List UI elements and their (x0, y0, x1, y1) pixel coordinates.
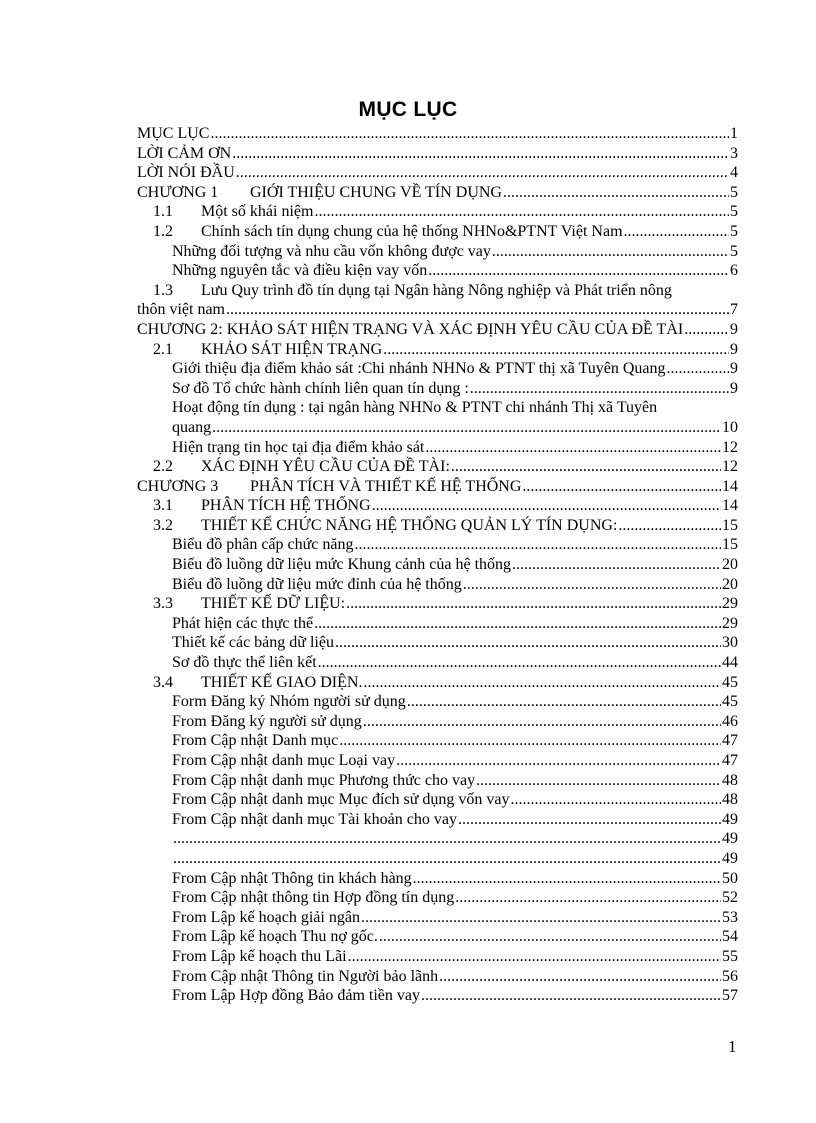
toc-subentry[interactable] (137, 947, 738, 967)
toc-entry-text: From Cập nhật danh mục Tài khoản cho vay (172, 810, 457, 828)
toc-chapter-number: CHƯƠNG 3 (137, 477, 219, 495)
toc-page-number: 6 (730, 262, 738, 280)
toc-entry-text: Chính sách tín dụng chung của hệ thống NHNo&PTNT Việt Nam (201, 222, 623, 240)
toc-page-number: 56 (722, 967, 738, 985)
toc-entry-text: PHÂN TÍCH HỆ THỐNG (201, 497, 371, 515)
dot-leader (314, 202, 729, 222)
toc-section-number: 2.1 (153, 340, 173, 358)
toc-section-number: 1.2 (153, 222, 173, 240)
toc-entry-continuation[interactable] (137, 418, 738, 438)
toc-subentry[interactable] (137, 438, 738, 458)
toc-page-number: 47 (722, 752, 738, 769)
toc-section-number: 3.1 (153, 497, 173, 515)
toc-entry-text: MỤC LỤC (137, 125, 210, 142)
dot-leader (383, 340, 729, 360)
toc-subentry[interactable] (137, 986, 738, 1006)
dot-leader (363, 673, 721, 693)
dot-leader (379, 927, 721, 947)
toc-section-entry[interactable] (137, 281, 738, 301)
toc-page-number: 29 (722, 595, 738, 613)
toc-subentry[interactable] (137, 927, 738, 947)
toc-entry-text: KHẢO SÁT HIỆN TRẠNG (201, 340, 383, 358)
toc-page-number: 3 (730, 144, 738, 162)
toc-section-entry[interactable] (137, 516, 738, 536)
page-number: 1 (728, 1037, 737, 1056)
dot-leader (314, 614, 721, 634)
dot-leader (511, 790, 721, 810)
toc-subentry[interactable] (137, 398, 738, 418)
toc-page-number: 15 (722, 536, 738, 554)
toc-subentry[interactable] (137, 379, 738, 399)
toc-entry-text: XÁC ĐỊNH YÊU CẦU CỦA ĐỀ TÀI: (201, 458, 450, 476)
toc-section-number: 2.2 (153, 458, 173, 476)
dot-leader (428, 261, 729, 281)
toc-subentry[interactable] (137, 869, 738, 889)
dot-leader (439, 967, 721, 987)
toc-subentry[interactable] (137, 261, 738, 281)
dot-leader (355, 535, 722, 555)
dot-leader (210, 124, 729, 144)
dot-leader (339, 731, 721, 751)
dot-leader (346, 594, 721, 614)
toc-entry-text: CHƯƠNG 2: KHẢO SÁT HIỆN TRẠNG VÀ XÁC ĐỊNH YÊU CẦU CỦA ĐỀ TÀI (137, 320, 684, 338)
toc-subentry[interactable] (137, 888, 738, 908)
toc-entry-text: Sơ đồ Tổ chức hành chính liên quan tín dụng : (172, 379, 469, 397)
dot-leader (463, 575, 721, 595)
toc-entry-text: From Lập kế hoạch giải ngân (172, 908, 360, 926)
toc-entry-text: From Cập nhật Thông tin Người bảo lãnh (172, 967, 439, 985)
toc-page-number: 9 (730, 360, 738, 378)
toc-page-number: 7 (730, 301, 738, 319)
toc-entry-text: From Cập nhật Danh mục (172, 732, 339, 750)
toc-page-number: 5 (730, 203, 738, 221)
toc-empty-entry[interactable] (137, 849, 738, 869)
toc-section-entry[interactable] (137, 594, 738, 614)
toc-section-entry[interactable] (137, 673, 738, 693)
toc-subentry[interactable] (137, 359, 738, 379)
toc-chapter-entry[interactable] (137, 477, 738, 497)
toc-page-number: 9 (730, 340, 738, 358)
toc-entry-text: THIẾT KẾ CHỨC NĂNG HỆ THỐNG QUẢN LÝ TÍN DỤNG: (201, 516, 618, 534)
toc-section-number: 1.3 (153, 281, 173, 299)
toc-entry-text-continued: quang (172, 418, 212, 436)
toc-page-number: 20 (722, 556, 738, 574)
toc-section-number: 3.2 (153, 516, 173, 534)
dot-leader (348, 947, 721, 967)
toc-page-number: 49 (722, 849, 738, 867)
dot-leader (407, 692, 721, 712)
toc-subentry[interactable] (137, 771, 738, 791)
dot-leader (226, 300, 729, 320)
toc-page-number: 48 (722, 791, 738, 809)
toc-subentry[interactable] (137, 810, 738, 830)
toc-page-number: 53 (722, 908, 738, 926)
toc-entry-text: Thiết kế các bảng dữ liệu (172, 634, 334, 652)
toc-section-number: 3.4 (153, 673, 173, 691)
dot-leader (236, 163, 729, 183)
toc-section-entry[interactable] (137, 340, 738, 360)
toc-page-number: 54 (722, 928, 738, 946)
toc-entry-text: THIẾT KẾ DỮ LIỆU: (201, 595, 346, 613)
toc-entry-text: LỜI CẢM ƠN (137, 144, 232, 162)
toc-subentry[interactable] (137, 633, 738, 653)
toc-page-number: 20 (722, 575, 738, 593)
toc-subentry[interactable] (137, 731, 738, 751)
toc-page-number: 29 (722, 614, 738, 632)
dot-leader (522, 477, 721, 497)
dot-leader (624, 222, 729, 242)
toc-page-number: 47 (722, 732, 738, 750)
dot-leader (232, 144, 729, 164)
toc-entry-text: From Cập nhật danh mục Mục đích sử dụng vốn vay (172, 791, 510, 809)
toc-title: MỤC LỤC (358, 98, 458, 121)
toc-section-entry[interactable] (137, 496, 738, 516)
toc-page-number: 44 (722, 654, 738, 672)
toc-entry-text: Một số khái niệm (201, 203, 314, 221)
toc-page-number: 10 (722, 418, 738, 436)
toc-chapter-number: CHƯƠNG 1 (137, 183, 219, 201)
dot-leader (503, 183, 729, 203)
toc-page-number: 49 (722, 830, 738, 848)
toc-subentry[interactable] (137, 555, 738, 575)
toc-entry-text: From Cập nhật thông tin Hợp đồng tín dụng (172, 889, 455, 907)
dot-leader (512, 555, 721, 575)
dot-leader (173, 829, 721, 849)
toc-entry[interactable] (137, 124, 738, 144)
dot-leader (363, 712, 721, 732)
dot-leader (421, 986, 721, 1006)
toc-entry-text: LỜI NÓI ĐẦU (137, 164, 235, 182)
toc-page-number: 52 (722, 889, 738, 907)
toc-section-entry[interactable] (137, 222, 738, 242)
toc-page-number: 57 (722, 987, 738, 1005)
toc-entry-text: Hiện trạng tin học tại địa điểm khảo sát (172, 438, 425, 456)
toc-empty-entry[interactable] (137, 829, 738, 849)
toc-entry-text: Biểu đồ luồng dữ liệu mức Khung cảnh của hệ thống (172, 556, 512, 574)
toc-chapter-entry[interactable] (137, 183, 738, 203)
toc-page-number: 12 (722, 458, 738, 476)
toc-entry-text: THIẾT KẾ GIAO DIỆN. (201, 673, 363, 691)
toc-subentry[interactable] (137, 967, 738, 987)
toc-page-number: 9 (730, 320, 738, 338)
toc-subentry[interactable] (137, 614, 738, 634)
toc-entry-text: Sơ đồ thực thể liên kết (172, 654, 317, 672)
toc-section-number: 3.3 (153, 595, 173, 613)
toc-entry-text: GIỚI THIỆU CHUNG VỀ TÍN DỤNG (250, 183, 502, 201)
toc-entry-text: Biểu đồ luồng dữ liệu mức đỉnh của hệ thống (172, 575, 462, 593)
dot-leader (476, 771, 721, 791)
toc-page-number: 48 (722, 771, 738, 789)
toc-entry-text-continued: thôn việt nam (137, 301, 225, 319)
toc-page-number: 5 (730, 222, 738, 240)
dot-leader (425, 438, 721, 458)
toc-entry-text: From Cập nhật danh mục Phương thức cho vay (172, 771, 476, 789)
dot-leader (396, 751, 721, 771)
toc-subentry[interactable] (137, 751, 738, 771)
toc-section-number: 1.1 (153, 203, 173, 221)
toc-page-number: 5 (730, 242, 738, 260)
toc-subentry[interactable] (137, 575, 738, 595)
toc-entry-text: Hoạt động tín dụng : tại ngân hàng NHNo & PTNT chi nhánh Thị xã Tuyên (172, 399, 658, 417)
toc-entry-text: From Cập nhật danh mục Loại vay (172, 752, 396, 769)
dot-leader (666, 359, 729, 379)
toc-page-number: 50 (722, 869, 738, 887)
dot-leader (458, 810, 721, 830)
toc-page-number: 12 (722, 438, 738, 456)
toc-entry-text: Những nguyên tắc và điều kiện vay vốn (172, 262, 428, 280)
toc-page-number: 9 (730, 379, 738, 397)
dot-leader (618, 516, 721, 536)
toc-entry-text: From Lập kế hoạch Thu nợ gốc. (172, 928, 378, 946)
dot-leader (212, 418, 721, 438)
toc-entry-text: Lưu Quy trình đồ tín dụng tại Ngân hàng Nông nghiệp và Phát triển nông (201, 281, 672, 299)
toc-entry-continuation[interactable] (137, 300, 738, 320)
toc-subentry[interactable] (137, 712, 738, 732)
toc-page-number: 15 (722, 516, 738, 534)
toc-entry-text: Giới thiệu địa điểm khảo sát :Chi nhánh NHNo & PTNT thị xã Tuyên Quang (172, 360, 666, 378)
dot-leader (361, 908, 721, 928)
toc-page-number: 49 (722, 810, 738, 828)
toc-section-entry[interactable] (137, 457, 738, 477)
toc-subentry[interactable] (137, 653, 738, 673)
toc-page-number: 14 (722, 477, 738, 495)
dot-leader (451, 457, 721, 477)
toc-entry-text: Những đối tượng và nhu cầu vốn không được vay (172, 242, 491, 260)
toc-page-number: 45 (722, 673, 738, 691)
dot-leader (413, 869, 721, 889)
dot-leader (372, 496, 721, 516)
toc-entry-text: Biểu đồ phân cấp chức năng (172, 536, 354, 554)
dot-leader (318, 653, 721, 673)
toc-subentry[interactable] (137, 692, 738, 712)
toc-page-number: 4 (730, 164, 738, 182)
toc-page-number: 45 (722, 693, 738, 711)
toc-section-entry[interactable] (137, 202, 738, 222)
toc-page-number: 5 (730, 183, 738, 201)
toc-subentry[interactable] (137, 908, 738, 928)
dot-leader (470, 379, 729, 399)
toc-subentry[interactable] (137, 535, 738, 555)
toc-entry-text: From Đăng ký người sử dụng (172, 712, 362, 730)
toc-entry[interactable] (137, 163, 738, 183)
toc-chapter-entry[interactable] (137, 320, 738, 340)
dot-leader (455, 888, 721, 908)
toc-page-number: 30 (722, 634, 738, 652)
toc-entry-text: From Cập nhật Thông tin khách hàng (172, 869, 412, 887)
toc-entry[interactable] (137, 144, 738, 164)
toc-entry-text: From Lập kế hoạch thu Lãi (172, 947, 347, 965)
dot-leader (173, 849, 721, 869)
toc-subentry[interactable] (137, 790, 738, 810)
dot-leader (335, 633, 721, 653)
toc-entry-text: PHÂN TÍCH VÀ THIẾT KẾ HỆ THỐNG (250, 477, 522, 495)
toc-page-number: 46 (722, 712, 738, 730)
toc-entry-text: Form Đăng ký Nhóm người sử dụng (172, 693, 406, 711)
toc-page-number: 55 (722, 947, 738, 965)
dot-leader (684, 320, 729, 340)
dot-leader (492, 242, 729, 262)
toc-entry-text: Phát hiện các thực thể (172, 614, 314, 632)
toc-subentry[interactable] (137, 242, 738, 262)
toc-page-number: 14 (722, 497, 738, 515)
table-of-contents (137, 124, 738, 1006)
toc-entry-text: From Lập Hợp đồng Bảo đảm tiền vay (172, 987, 420, 1005)
toc-page-number: 1 (730, 125, 738, 142)
